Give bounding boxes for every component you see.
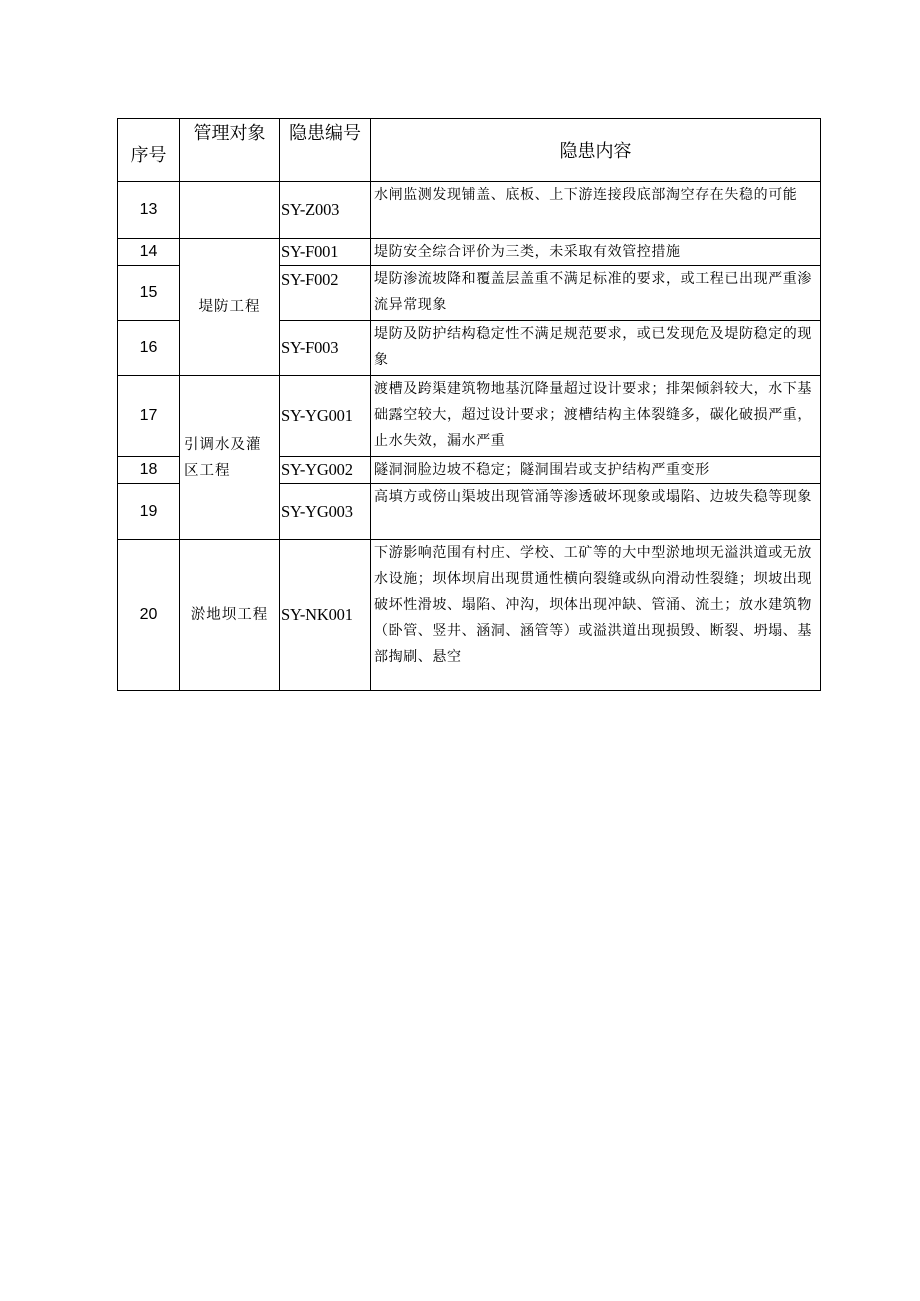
row-content: 堤防及防护结构稳定性不满足规范要求，或已发现危及堤防稳定的现象 [371, 321, 821, 376]
row-no: 20 [118, 540, 180, 691]
row-object: 淤地坝工程 [180, 540, 280, 691]
row-code: SY-F002 [280, 266, 371, 321]
row-object [180, 182, 280, 239]
row-object: 引调水及灌区工程 [180, 376, 280, 540]
row-no: 14 [118, 239, 180, 266]
table-header-row [118, 119, 821, 182]
row-code: SY-YG002 [280, 457, 371, 484]
row-code: SY-NK001 [280, 540, 371, 691]
hazard-table [117, 118, 821, 691]
table-row [118, 540, 821, 691]
row-content: 渡槽及跨渠建筑物地基沉降量超过设计要求；排架倾斜较大，水下基础露空较大，超过设计要求；渡槽结构主体裂缝多，碳化破损严重，止水失效，漏水严重 [371, 376, 821, 457]
row-content: 高填方或傍山渠坡出现管涌等渗透破坏现象或塌陷、边坡失稳等现象 [371, 484, 821, 540]
row-content: 隧洞洞脸边坡不稳定；隧洞围岩或支护结构严重变形 [371, 457, 821, 484]
row-content: 下游影响范围有村庄、学校、工矿等的大中型淤地坝无溢洪道或无放水设施；坝体坝肩出现贯通性横向裂缝或纵向滑动性裂缝；坝坡出现破坏性滑坡、塌陷、冲沟，坝体出现冲缺、管涌、流土；放水建筑物（卧管、竖井、涵洞、涵管等）或溢洪道出现损毁、断裂、坍塌、基部掏刷、悬空 [371, 540, 821, 691]
row-content: 堤防安全综合评价为三类，未采取有效管控措施 [371, 239, 821, 266]
row-no: 13 [118, 182, 180, 239]
header-content: 隐患内容 [371, 119, 821, 182]
row-no: 19 [118, 484, 180, 540]
table-row [118, 182, 821, 239]
row-content: 堤防渗流坡降和覆盖层盖重不满足标准的要求，或工程已出现严重渗流异常现象 [371, 266, 821, 321]
header-object: 管理对象 [180, 119, 280, 182]
row-content: 水闸监测发现铺盖、底板、上下游连接段底部淘空存在失稳的可能 [371, 182, 821, 239]
row-no: 16 [118, 321, 180, 376]
header-code: 隐患编号 [280, 119, 371, 182]
row-code: SY-YG003 [280, 484, 371, 540]
header-no: 序号 [118, 119, 180, 182]
row-code: SY-F001 [280, 239, 371, 266]
row-no: 15 [118, 266, 180, 321]
row-code: SY-Z003 [280, 182, 371, 239]
table-row [118, 239, 821, 266]
row-no: 18 [118, 457, 180, 484]
row-object: 堤防工程 [180, 239, 280, 376]
hazard-table-sheet [117, 118, 820, 691]
row-no: 17 [118, 376, 180, 457]
row-code: SY-F003 [280, 321, 371, 376]
table-row [118, 376, 821, 457]
row-code: SY-YG001 [280, 376, 371, 457]
